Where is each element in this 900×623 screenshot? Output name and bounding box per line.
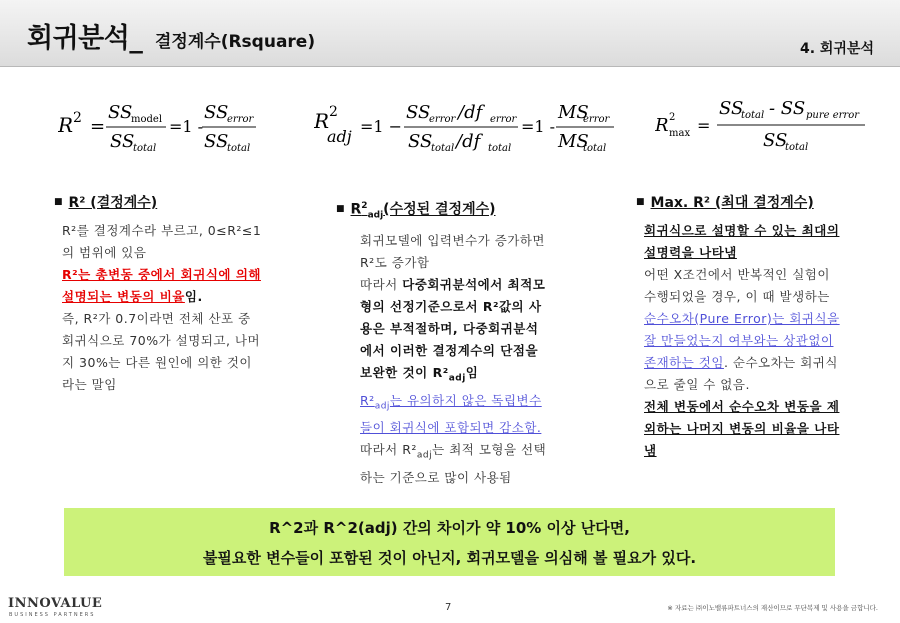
callout-line: 불필요한 변수들이 포함된 것이 아닌지, 회귀모델을 의심해 볼 필요가 있다. — [202, 549, 697, 567]
highlight-definition: 설명되는 변동의 비율 — [62, 289, 185, 304]
column-r2-heading — [54, 191, 282, 214]
formula-max-lhs-sub: max — [669, 128, 691, 139]
formula-adj-lhs: R — [314, 109, 330, 133]
formula-adj-den1-sub: total — [431, 143, 455, 154]
section-label: 4. 회귀분석 — [799, 41, 874, 57]
bold-sub: adj — [448, 373, 466, 384]
blue-line: 잘 만들었는지 여부와는 상관없이 — [644, 333, 834, 348]
column-r2-max — [636, 191, 864, 462]
heading-sub: adj — [367, 210, 384, 221]
column-r2-body — [54, 220, 282, 396]
column-r2-heading-text: R² (결정계수) — [68, 195, 158, 211]
formula-adj-num2-sub: error — [583, 114, 610, 125]
formula-adj-lhs-sub: adj — [327, 127, 352, 146]
blue-tail: . 순수오차는 회귀식 — [723, 355, 838, 370]
body-line: 회귀식으로 70%가 설명되고, 나머 — [62, 333, 261, 348]
page-number: 7 — [445, 602, 452, 613]
heading-r: R — [350, 201, 362, 218]
bold-line: 보완한 것이 R² — [360, 365, 449, 381]
callout-line: R^2과 R^2(adj) 간의 차이가 약 10% 이상 난다면, — [269, 519, 630, 537]
body-line: 라는 말임 — [62, 377, 117, 392]
formula-r2-den1: SS — [110, 131, 135, 152]
highlight-tail: 임. — [184, 289, 203, 304]
copyright-note: ※ 자료는 ㈜이노밸류파트너스의 재산이므로 무단복제 및 사용을 금합니다. — [667, 604, 878, 612]
formula-adj-den1-div-sub: total — [488, 143, 512, 154]
formula-r2-den2-sub: total — [227, 143, 251, 154]
formula-r2-lhs: R — [58, 113, 74, 137]
blue-line: 들이 회귀식에 포함되면 감소함. — [360, 420, 542, 436]
formula-max-num-a-sub: total — [741, 110, 765, 121]
column-r2-max-body — [636, 220, 864, 462]
callout-box — [64, 508, 835, 576]
last-pre: 따라서 R² — [360, 442, 417, 458]
heading-sup: 2 — [361, 201, 368, 211]
bold-tail: 임 — [465, 365, 479, 381]
blue-line: 존재하는 것임 — [644, 355, 724, 370]
formula-r2-den2: SS — [204, 131, 229, 152]
square-bullet-icon: ■ — [54, 197, 63, 207]
formula-r2-num2-sub: error — [227, 114, 254, 125]
formula-r2-eq: = — [90, 116, 106, 137]
last-rest: 는 최적 모형을 선택 — [432, 442, 547, 458]
square-bullet-icon: ■ — [336, 203, 345, 214]
company-logo-tagline: BUSINESS PARTNERS — [9, 612, 96, 618]
formula-adj-den2-sub: total — [583, 143, 607, 154]
formula-adj-lhs-sup: 2 — [329, 104, 338, 120]
body-line: 회귀모델에 입력변수가 증가하면 — [360, 233, 545, 249]
formula-r2-den1-sub: total — [133, 143, 157, 154]
formula-r2 — [58, 98, 268, 156]
formula-adj-num1-div-sub: error — [490, 114, 517, 125]
formula-adj-den1-div: /df — [456, 131, 481, 152]
body-line: 으로 줄일 수 없음. — [644, 377, 750, 392]
formula-r2-num1: SS — [108, 102, 133, 123]
formula-max-num-b-sub: pure error — [806, 110, 859, 121]
formula-adj-num1-sub: error — [429, 114, 456, 125]
column-r2-adj-heading — [336, 195, 572, 226]
bold-line: 형의 선정기준으로서 R²값의 사 — [360, 299, 542, 315]
formula-max-den-sub: total — [785, 142, 809, 153]
highlight-definition: R²는 총변동 중에서 회귀식에 의해 — [62, 267, 261, 282]
column-r2 — [54, 191, 282, 396]
company-logo: INNOVALUE — [8, 596, 103, 611]
square-bullet-icon: ■ — [636, 197, 645, 207]
formula-adj-num1-div: /df — [458, 102, 483, 123]
bold-line: 다중회귀분석에서 최적모 — [402, 277, 546, 293]
body-line: 하는 기준으로 많이 사용됨 — [360, 469, 512, 485]
body-line: 의 범위에 있음 — [62, 245, 147, 260]
formula-adj-num1: SS — [406, 102, 431, 123]
formula-max-num-minus: - SS — [769, 98, 806, 119]
body-pre: 따라서 — [360, 277, 403, 293]
formula-adj-eq2: =1 - — [521, 117, 556, 136]
column-r2-max-heading — [636, 191, 864, 214]
column-r2-adj — [336, 195, 572, 489]
formula-r2-eq2: =1 - — [169, 117, 204, 136]
formula-max-lhs-sup: 2 — [669, 112, 676, 123]
formula-max-den: SS — [763, 130, 788, 151]
column-r2-adj-body — [336, 230, 572, 489]
formula-r2-max — [655, 94, 870, 156]
formula-adj-den1: SS — [408, 131, 433, 152]
page-subtitle: 결정계수(Rsquare) — [155, 32, 316, 52]
body-line: 즉, R²가 0.7이라면 전체 산포 중 — [62, 311, 251, 326]
bold-line: 전체 변동에서 순수오차 변동을 제 — [644, 399, 840, 414]
header-divider — [0, 66, 900, 67]
bold-line: 에서 이러한 결정계수의 단점을 — [360, 343, 539, 359]
body-line: R²도 증가함 — [360, 255, 430, 271]
formula-adj-eq: =1 − — [360, 117, 403, 136]
bold-line: 회귀식으로 설명할 수 있는 최대의 — [644, 223, 840, 238]
formula-adj-num2: MS — [558, 102, 589, 123]
formula-adj-den2: MS — [558, 131, 589, 152]
body-line: R²를 결정계수라 부르고, 0≤R²≤1 — [62, 223, 262, 238]
formula-r2-lhs-sup: 2 — [73, 110, 82, 126]
page-title: 회귀분석_ — [27, 23, 143, 54]
formula-max-lhs: R — [655, 115, 669, 136]
body-line: 지 30%는 다른 원인에 의한 것이 — [62, 355, 252, 370]
blue-line: 순수오차(Pure Error)는 회귀식을 — [644, 311, 840, 326]
blue-r: R² — [360, 392, 375, 408]
formula-r2-num1-sub: model — [131, 114, 163, 125]
formula-r2-num2: SS — [204, 102, 229, 123]
formula-max-num-a: SS — [719, 98, 744, 119]
bold-line: 외하는 나머지 변동의 비율을 나타 — [644, 421, 840, 436]
bold-line: 냄 — [644, 443, 657, 458]
blue-sub: adj — [374, 401, 390, 412]
formula-r2-adj — [314, 98, 620, 158]
column-r2-max-heading-text: Max. R² (최대 결정계수) — [650, 195, 814, 211]
bold-line: 용은 부적절하며, 다중회귀분석 — [360, 321, 539, 337]
body-line: 수행되었을 경우, 이 때 발생하는 — [644, 289, 830, 304]
last-sub: adj — [416, 450, 433, 461]
heading-rest: (수정된 결정계수) — [383, 201, 496, 218]
formula-max-eq: = — [697, 116, 711, 135]
bold-line: 설명력을 나타냄 — [644, 245, 737, 260]
blue-rest: 는 유의하지 않은 독립변수 — [389, 392, 542, 408]
body-line: 어떤 X조건에서 반복적인 실험이 — [644, 267, 830, 282]
